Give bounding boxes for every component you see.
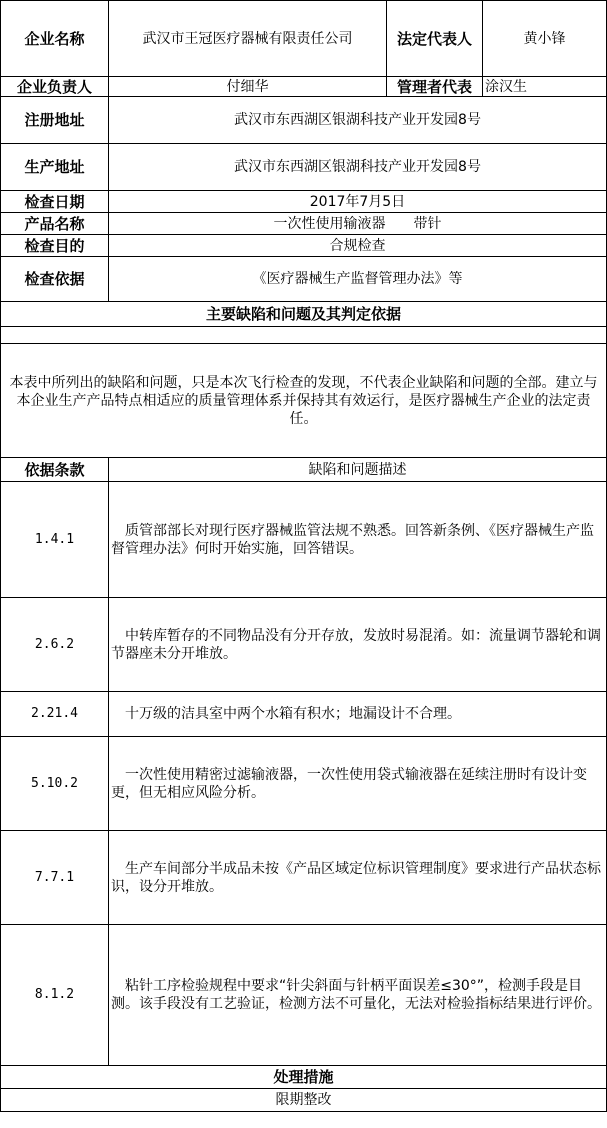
- inspection-date-label: 检查日期: [1, 191, 109, 213]
- inspection-date-value: 2017年7月5日: [109, 191, 607, 213]
- table-row: [1, 692, 607, 737]
- description-cell: 生产车间部分半成品未按《产品区域定位标识管理制度》要求进行产品状态标识，设分开堆放。: [109, 831, 607, 925]
- product-name-value: 一次性使用输液器 带针: [109, 213, 607, 235]
- inspection-purpose-label: 检查目的: [1, 235, 109, 257]
- manager-rep-value: 涂汉生: [483, 77, 607, 97]
- table-row: [1, 737, 607, 831]
- table-row: [1, 831, 607, 925]
- clause-cell: 2.21.4: [1, 692, 109, 737]
- company-name-label: 企业名称: [1, 1, 109, 77]
- table-row: [1, 925, 607, 1066]
- clause-cell: 8.1.2: [1, 925, 109, 1066]
- blank-row: [1, 327, 607, 344]
- clause-cell: 5.10.2: [1, 737, 109, 831]
- description-cell: 质管部部长对现行医疗器械监管法规不熟悉。回答新条例、《医疗器械生产监督管理办法》何时开始实施，回答错误。: [109, 482, 607, 598]
- clause-cell: 7.7.1: [1, 831, 109, 925]
- person-in-charge-value: 付细华: [109, 77, 387, 97]
- inspection-purpose-value: 合规检查: [109, 235, 607, 257]
- description-cell: 中转库暂存的不同物品没有分开存放，发放时易混淆。如：流量调节器轮和调节器座未分开堆放。: [109, 598, 607, 692]
- clause-cell: 1.4.1: [1, 482, 109, 598]
- inspection-basis-label: 检查依据: [1, 257, 109, 302]
- description-header: 缺陷和问题描述: [109, 458, 607, 482]
- table-row: [1, 598, 607, 692]
- legal-rep-value: 黄小锋: [483, 1, 607, 77]
- table-row: [1, 482, 607, 598]
- description-cell: 一次性使用精密过滤输液器，一次性使用袋式输液器在延续注册时有设计变更，但无相应风险分析。: [109, 737, 607, 831]
- description-cell: 十万级的洁具室中两个水箱有积水；地漏设计不合理。: [109, 692, 607, 737]
- clause-cell: 2.6.2: [1, 598, 109, 692]
- prod-address-label: 生产地址: [1, 144, 109, 191]
- defects-heading: 主要缺陷和问题及其判定依据: [1, 302, 607, 327]
- company-name-value: 武汉市王冠医疗器械有限责任公司: [109, 1, 387, 77]
- description-cell: 粘针工序检验规程中要求“针尖斜面与针柄平面误差≤30°”，检测手段是目测。该手段没有工艺验证，检测方法不可量化，无法对检验指标结果进行评价。: [109, 925, 607, 1066]
- measures-value: 限期整改: [1, 1089, 607, 1112]
- prod-address-value: 武汉市东西湖区银湖科技产业开发园8号: [109, 144, 607, 191]
- person-in-charge-label: 企业负责人: [1, 77, 109, 97]
- product-name-label: 产品名称: [1, 213, 109, 235]
- inspection-basis-value: 《医疗器械生产监督管理办法》等: [109, 257, 607, 302]
- clause-header: 依据条款: [1, 458, 109, 482]
- reg-address-value: 武汉市东西湖区银湖科技产业开发园8号: [109, 97, 607, 144]
- legal-rep-label: 法定代表人: [387, 1, 483, 77]
- manager-rep-label: 管理者代表: [387, 77, 483, 97]
- reg-address-label: 注册地址: [1, 97, 109, 144]
- measures-heading: 处理措施: [1, 1066, 607, 1089]
- notice-text: 本表中所列出的缺陷和问题，只是本次飞行检查的发现，不代表企业缺陷和问题的全部。建立与本企业生产产品特点相适应的质量管理体系并保持其有效运行，是医疗器械生产企业的法定责任。: [1, 344, 607, 458]
